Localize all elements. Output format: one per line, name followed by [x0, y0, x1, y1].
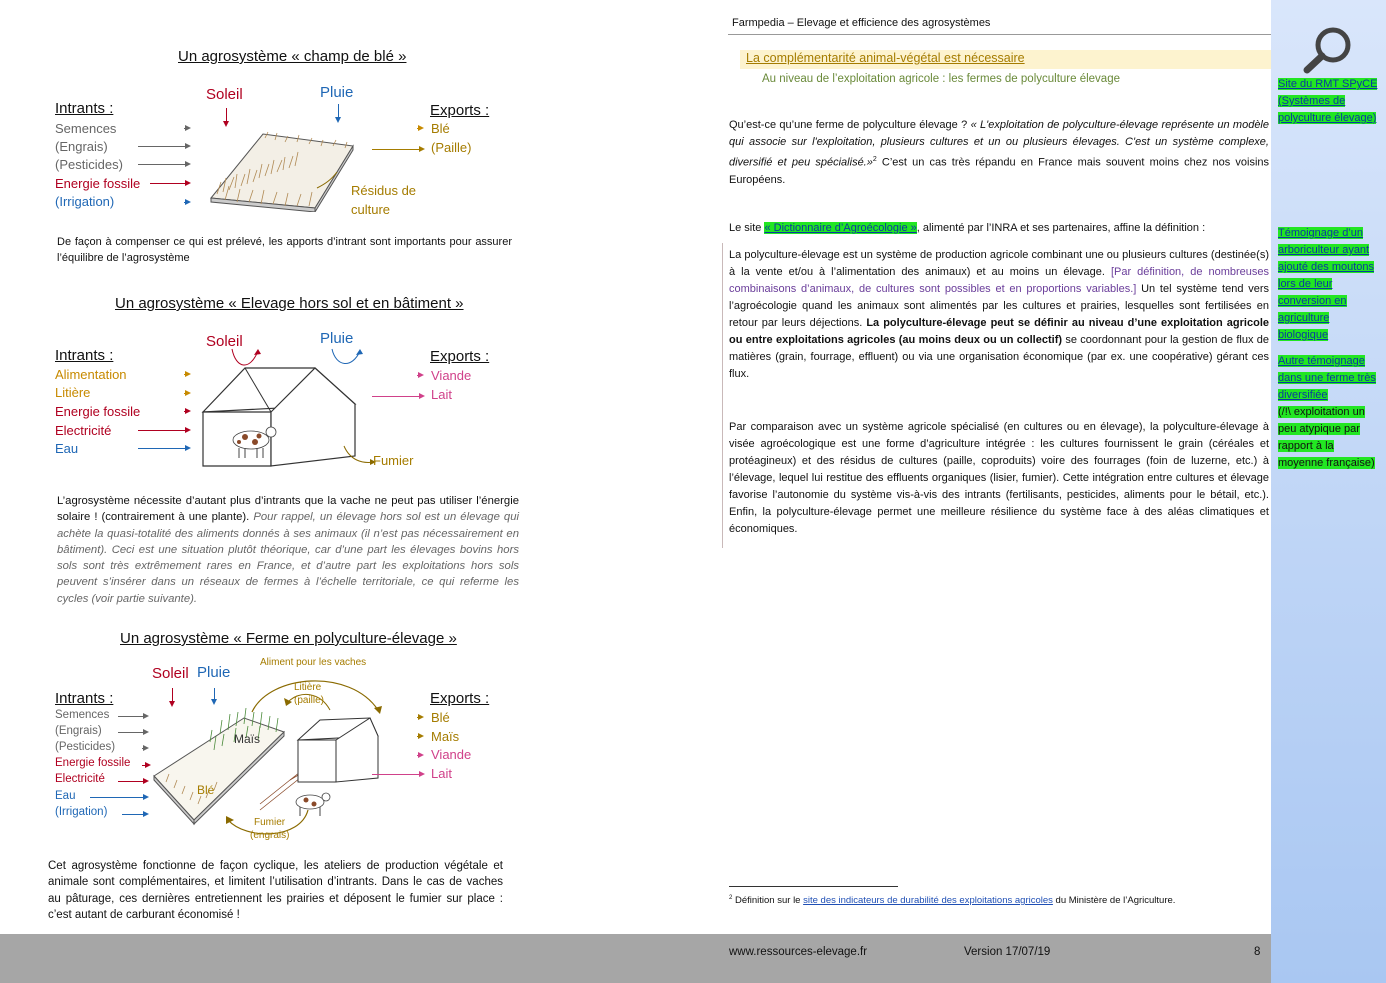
rain-arrow — [338, 104, 339, 122]
soleil-label: Soleil — [152, 665, 189, 682]
polyculture-farm-illustration — [150, 670, 430, 850]
ble-label: Blé — [197, 783, 215, 797]
sidebar-link-rmt[interactable]: Site du RMT SPyCE (Systèmes de polyculture élevage) — [1278, 78, 1378, 124]
intrant-energie: Energie fossile — [55, 176, 141, 191]
export-lait: Lait — [431, 766, 452, 781]
arrow — [417, 755, 423, 756]
aliment-label: Aliment pour les vaches — [260, 657, 367, 668]
arrow — [184, 128, 190, 129]
arrow — [138, 164, 190, 165]
footer-url[interactable]: www.ressources-elevage.fr — [729, 946, 868, 958]
sidebar-note: (/!\ exploitation un peu atypique par rapport à la moyenne française) — [1278, 406, 1375, 469]
intrant-eau: Eau — [55, 441, 79, 456]
arrow — [138, 146, 190, 147]
arrow — [184, 393, 190, 394]
arrow — [118, 732, 148, 733]
p3-end: se coordonnant pour la gestion de flux de matières (grain, fourrage, effluent) ou via une organisation économique (par ex. une coopérative) gérant ces flux. — [729, 334, 1270, 380]
section2-paragraph-normal: L’agrosystème nécessite d’autant plus d’intrants que la vache ne peut pas utiliser l’énergie solaire ! (contrairement à une plante). — [57, 495, 519, 524]
soleil-label: Soleil — [206, 333, 243, 350]
p1-quote: « L'exploitation de polyculture-élevage représente un modèle qui associe sur l'exploitation, plusieurs cultures et un ou plusieurs élevages. C'est un système complexe, diversifié et peu spécialisé.» — [729, 119, 1269, 169]
arrow — [138, 430, 190, 431]
p1-question: Qu’est-ce qu’une ferme de polyculture élevage ? — [729, 119, 968, 131]
section2-title: Un agrosystème « Elevage hors sol et en bâtiment » — [115, 295, 464, 312]
arrow — [118, 716, 148, 717]
export-lait: Lait — [431, 387, 452, 402]
arrow — [122, 814, 148, 815]
right-page — [700, 0, 1271, 934]
intrant-litiere: Litière — [55, 385, 91, 400]
section3-title: Un agrosystème « Ferme en polyculture-élevage » — [120, 630, 457, 647]
dictionnaire-link[interactable]: « Dictionnaire d’Agroécologie » — [764, 222, 917, 234]
intrant-electricite: Electricité — [55, 773, 105, 785]
intrant-irrigation: (Irrigation) — [55, 194, 115, 209]
section1-paragraph: De façon à compenser ce qui est prélevé, les apports d’intrant sont importants pour assurer l’équilibre de l’agrosystème — [57, 236, 512, 264]
export-viande: Viande — [431, 747, 472, 762]
p2-start: Le site — [729, 222, 762, 234]
arrow — [417, 717, 423, 718]
footer-page-number: 8 — [1254, 946, 1261, 958]
arrow — [142, 765, 150, 766]
intrant-semences: Semences — [55, 121, 117, 136]
footnote-link[interactable]: site des indicateurs de durabilité des exploitations agricoles — [803, 895, 1053, 907]
sun-arrow — [226, 108, 227, 126]
p1-footnote-ref[interactable]: 2 — [872, 156, 877, 163]
left-page — [0, 0, 700, 934]
arrow — [118, 781, 148, 782]
sidebar-link-temoignage-arboriculteur[interactable]: Témoignage d’un arboriculteur ayant ajouté des moutons lors de leur conversion en agriculture biologique — [1278, 227, 1375, 341]
pluie-label: Pluie — [197, 664, 231, 681]
section-subheading: Au niveau de l’exploitation agricole : les fermes de polyculture élevage — [762, 73, 1120, 85]
intrant-engrais: (Engrais) — [55, 725, 102, 737]
mais-label: Maïs — [234, 732, 261, 746]
p3-bold: La polyculture-élevage peut se définir au niveau d’une exploitation agricole ou entre exploitations agricoles (au moins deux ou un collectif) — [729, 317, 1269, 346]
p3-purple: [Par définition, de nombreuses combinaisons d’animaux, de cultures sont possibles et en proportions variables.] — [729, 266, 1270, 295]
section2-paragraph-italic: Pour rappel, un élevage hors sol est un élevage qui achète la quasi-totalité des aliments donnés à ses animaux (il n’est pas nécessairement en bâtiment). Ceci est une situation plutôt théorique, car d’une part les élevages bovins hors sols sont très extrêmement rares en France, et d’autre part les exploitations hors sols peuvent s’insérer dans un réseaux de fermes à l’échelle territoriale, ce qui referme les cycles (voir partie suivante). — [57, 511, 519, 605]
intrant-pesticides: (Pesticides) — [55, 741, 116, 753]
arrow — [184, 202, 190, 203]
paragraph-4: Par comparaison avec un système agricole spécialisé (en cultures ou en élevage), la polyculture-élevage à visée agroécologique est une forme d’agriculture intégrée : les cultures fournissent le grain (céréales et protéagineux) et des résidus de cultures (paille, coproduits) voire des fourrages (foin de luzerne, etc.) à l’élevage, lequel lui restitue des effluents organiques (lisier, fumier). Cette intégration entre cultures et élevage favorise l’autonomie du système vis-à-vis des intrants (fertilisants, pesticides, aliments pour le bétail, etc.). Enfin, la polyculture-élevage permet une meilleure résilience du système face à des aléas climatiques et économiques. — [729, 421, 1269, 535]
arrow — [184, 411, 190, 412]
pluie-label: Pluie — [320, 330, 354, 347]
intrant-pesticides: (Pesticides) — [55, 157, 123, 172]
intrant-alimentation: Alimentation — [55, 367, 127, 382]
sidebar-link-autre-temoignage[interactable]: Autre témoignage dans une ferme très diversifiée — [1278, 355, 1376, 401]
intrant-eau: Eau — [55, 790, 76, 802]
arrow — [417, 736, 423, 737]
section1-title: Un agrosystème « champ de blé » — [178, 48, 407, 65]
paragraph-2 — [729, 220, 1269, 236]
intrant-energie: Energie fossile — [55, 404, 141, 419]
arrow — [150, 183, 190, 184]
footnote-start: Définition sur le — [734, 895, 801, 907]
exports-heading: Exports : — [430, 690, 490, 707]
paragraph-3 — [729, 247, 1269, 383]
intrants-heading: Intrants : — [55, 100, 114, 117]
p2-end: , alimenté par l’INRA et ses partenaires, affine la définition : — [916, 222, 1206, 234]
export-paille: (Paille) — [431, 140, 472, 155]
paragraph-1 — [729, 117, 1269, 189]
p3-start: La polyculture-élevage est un système de production agricole combinant une ou plusieurs cultures (destinée(s) à la vente et/ou à l’alimentation des animaux) et au moins un élevage. — [729, 249, 1269, 278]
intrant-irrigation: (Irrigation) — [55, 806, 108, 818]
pluie-label: Pluie — [320, 84, 354, 101]
residus-label: Résidus de culture — [351, 183, 417, 217]
intrant-energie: Energie fossile — [55, 757, 131, 769]
arrow — [184, 374, 190, 375]
footnote — [729, 895, 1175, 906]
exports-heading: Exports : — [430, 348, 490, 365]
page-header: Farmpedia – Elevage et efficience des agrosystèmes — [732, 17, 991, 29]
intrants-heading: Intrants : — [55, 347, 114, 364]
section-heading: La complémentarité animal-végétal est nécessaire — [746, 51, 1025, 65]
exports-heading: Exports : — [430, 102, 490, 119]
export-viande: Viande — [431, 368, 472, 383]
header-rule — [728, 34, 1271, 35]
search-icon[interactable] — [1299, 24, 1355, 76]
footnote-rule — [729, 886, 898, 887]
fumier-label: Fumier — [373, 453, 414, 468]
arrow — [417, 128, 423, 129]
sidebar — [1271, 0, 1386, 983]
arrow — [138, 448, 190, 449]
section2-paragraph — [57, 493, 519, 607]
intrant-engrais: (Engrais) — [55, 139, 108, 154]
p3-mid: Un tel système tend vers l’agroécologie quand les animaux sont alimentés par les cultures et prairies, lesquelles sont fertilisées en retour par leurs déjections. — [729, 283, 1269, 329]
export-mais: Maïs — [431, 729, 460, 744]
p1-rest: C’est un cas très répandu en France mais souvent moins chez nos voisins Européens. — [729, 156, 1269, 186]
fumier-label: Fumier — [254, 817, 286, 828]
arrow — [142, 748, 148, 749]
export-ble: Blé — [431, 121, 450, 136]
footnote-end: du Ministère de l’Agriculture. — [1055, 895, 1176, 907]
footer-version: Version 17/07/19 — [964, 946, 1051, 958]
arrow — [372, 396, 424, 397]
arrow — [417, 375, 423, 376]
intrant-semences: Semences — [55, 709, 110, 721]
wheat-field-illustration — [205, 128, 357, 212]
litiere-label: Litière — [294, 682, 322, 693]
footnote-number: 2 — [729, 895, 733, 901]
intrant-electricite: Electricité — [55, 423, 112, 438]
footer-bar — [0, 934, 1386, 983]
cow-icon — [296, 793, 330, 816]
arrow — [372, 149, 424, 150]
fumier-engrais-label: (engrais) — [250, 830, 290, 841]
quote-rule — [722, 243, 723, 548]
soleil-label: Soleil — [206, 86, 243, 103]
arrow — [372, 774, 424, 775]
intrants-heading: Intrants : — [55, 690, 114, 707]
litiere-paille-label: (paille) — [294, 695, 325, 706]
section3-paragraph: Cet agrosystème fonctionne de façon cyclique, les ateliers de production végétale et animale sont complémentaires, et limitent l’utilisation d’intrants. Dans le cas de vaches au pâturage, ces dernières entretiennent les prairies et déposent le fumier sur place : c’est autant de carburant économisé ! — [48, 860, 503, 921]
export-ble: Blé — [431, 710, 450, 725]
arrow — [90, 797, 148, 798]
